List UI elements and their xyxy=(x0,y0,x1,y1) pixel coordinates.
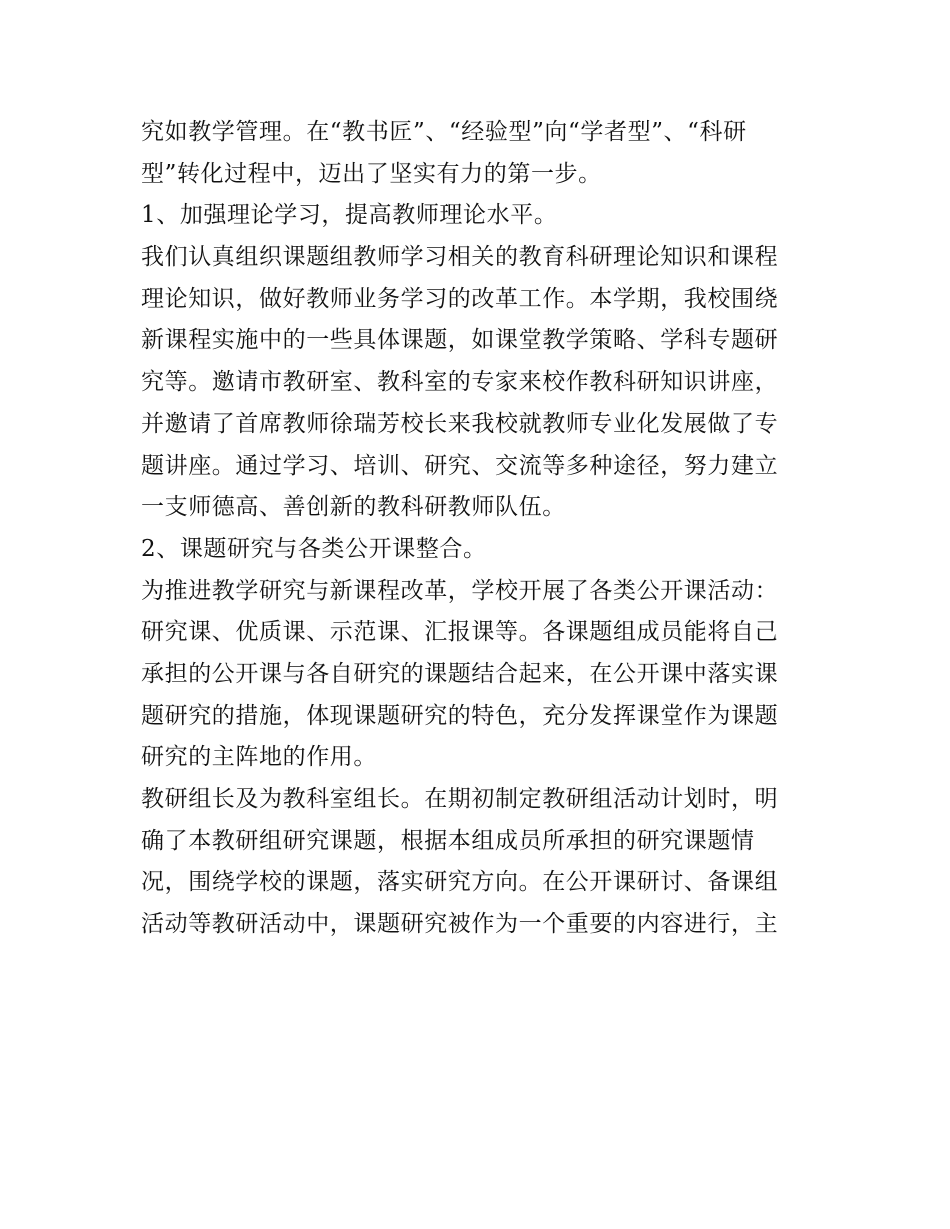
section-heading-2: 2、课题研究与各类公开课整合。 xyxy=(141,535,487,562)
text-line: 型”转化过程中，迈出了坚实有力的第一步。 xyxy=(141,160,602,187)
text-line: 题讲座。通过学习、培训、研究、交流等多种途径，努力建立 xyxy=(141,452,779,479)
section-heading-1: 1、加强理论学习，提高教师理论水平。 xyxy=(141,202,558,229)
text-line: 我们认真组织课题组教师学习相关的教育科研理论知识和课程 xyxy=(141,244,779,271)
text-line: 为推进教学研究与新课程改革，学校开展了各类公开课活动： xyxy=(141,577,779,604)
text-line: 新课程实施中的一些具体课题，如课堂教学策略、学科专题研 xyxy=(141,327,779,354)
text-line: 研究课、优质课、示范课、汇报课等。各课题组成员能将自己 xyxy=(141,619,779,646)
text-line: 况，围绕学校的课题，落实研究方向。在公开课研讨、备课组 xyxy=(141,869,779,896)
text-line: 题研究的措施，体现课题研究的特色，充分发挥课堂作为课题 xyxy=(141,702,779,729)
text-line: 理论知识，做好教师业务学习的改革工作。本学期，我校围绕 xyxy=(141,285,779,312)
document-body xyxy=(141,112,821,946)
text-line: 并邀请了首席教师徐瑞芳校长来我校就教师专业化发展做了专 xyxy=(141,410,779,437)
text-line: 一支师德高、善创新的教科研教师队伍。 xyxy=(141,494,566,521)
text-line: 承担的公开课与各自研究的课题结合起来，在公开课中落实课 xyxy=(141,660,779,687)
text-line: 研究的主阵地的作用。 xyxy=(141,744,377,771)
text-line: 确了本教研组研究课题，根据本组成员所承担的研究课题情 xyxy=(141,827,755,854)
text-line: 活动等教研活动中，课题研究被作为一个重要的内容进行，主 xyxy=(141,911,779,938)
text-line: 教研组长及为教科室组长。在期初制定教研组活动计划时，明 xyxy=(141,786,779,812)
text-line: 究等。邀请市教研室、教科室的专家来校作教科研知识讲座， xyxy=(141,369,779,396)
text-line: 究如教学管理。在“教书匠”、“经验型”向“学者型”、“科研 xyxy=(141,119,747,145)
